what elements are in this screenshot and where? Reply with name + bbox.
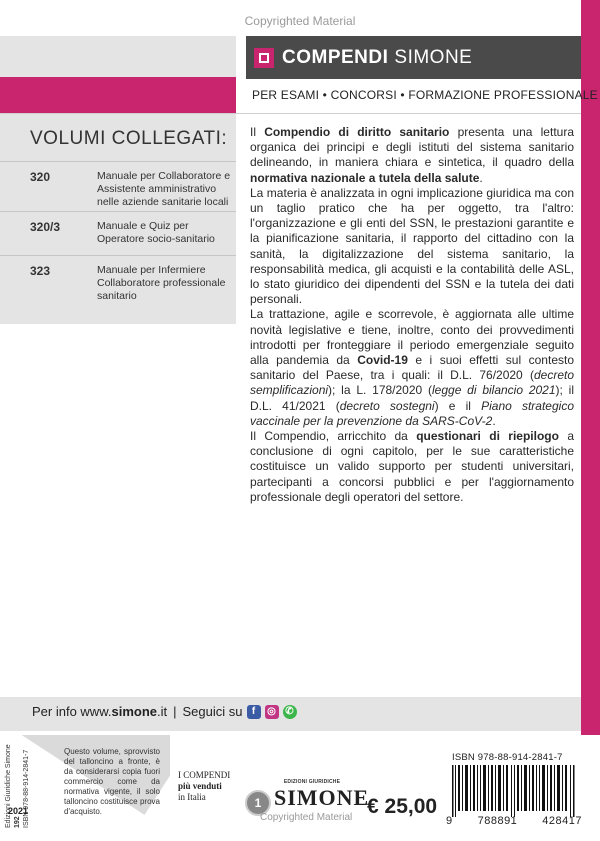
brand-square-icon bbox=[254, 48, 274, 68]
number-one-badge-icon: 1 bbox=[245, 790, 271, 816]
volume-number: 320/3 bbox=[30, 220, 61, 234]
volume-title: Manuale per Infermiere Collaboratore professionale sanitario bbox=[97, 264, 226, 302]
most-sold-line: I COMPENDI bbox=[178, 770, 231, 780]
brand-bar bbox=[246, 36, 581, 79]
volume-number: 323 bbox=[30, 264, 51, 278]
text-run: ); il D.L. 41/2021 ( bbox=[250, 383, 575, 413]
related-volume-item bbox=[0, 161, 236, 217]
barcode-digits bbox=[446, 815, 582, 827]
text-run: . bbox=[492, 413, 496, 428]
tagline: PER ESAMI • CONCORSI • FORMAZIONE PROFESSIONALE bbox=[252, 88, 598, 102]
volume-number: 320 bbox=[30, 170, 51, 184]
text-run: e i suoi effetti sul contesto sanitario del Paese, tra i quali: il D.L. 76/2020 ( bbox=[250, 353, 575, 383]
copyright-watermark-bottom: Copyrighted Material bbox=[260, 812, 353, 823]
copyright-watermark: Copyrighted Material bbox=[244, 14, 356, 28]
simone-logo-name: SIMONE bbox=[274, 785, 370, 810]
text-run: presenta una lettura organica dei principi e degli istituti del sistema sanitario delineando, in maniera chiara e sintetica, il quadro della bbox=[250, 125, 574, 170]
description-paragraph bbox=[250, 307, 574, 429]
related-volumes-panel bbox=[0, 114, 236, 324]
text-run: Il Compendio, arricchito da bbox=[250, 429, 417, 444]
right-accent-bar bbox=[581, 0, 600, 735]
text-run: a conclusione di ogni capitolo, per le sue caratteristiche costituisce un valido supporto per studenti universitari, partecipanti a concorsi pubblici e per l'aggiornamento professionale degli operatori del settore. bbox=[250, 429, 574, 504]
book-description bbox=[250, 125, 574, 505]
most-sold-label bbox=[178, 770, 230, 803]
website-link[interactable] bbox=[32, 704, 167, 719]
edition-number: 192 bbox=[14, 816, 21, 828]
divider: | bbox=[173, 704, 177, 719]
text-run: Il bbox=[250, 125, 265, 139]
website-suffix: .it bbox=[157, 704, 168, 719]
emphasis-italic: decreto sostegni bbox=[339, 398, 435, 413]
emphasis-italic: decreto semplificazioni bbox=[250, 368, 574, 398]
isbn-label: ISBN 978-88-914-2841-7 bbox=[452, 752, 563, 763]
most-sold-line: in Italia bbox=[178, 792, 206, 802]
book-title-bold: Compendio di diritto sanitario bbox=[264, 125, 450, 139]
most-sold-line: più venduti bbox=[178, 781, 222, 791]
emphasis-bold: normativa nazionale a tutela della salute bbox=[250, 170, 480, 185]
barcode-digit-group: 788891 bbox=[477, 815, 518, 827]
text-run: . bbox=[479, 170, 483, 185]
simone-logo-top: EDIZIONI GIURIDICHE bbox=[283, 779, 341, 785]
emphasis-bold: questionari di riepilogo bbox=[416, 429, 559, 444]
website-bold: simone bbox=[111, 704, 157, 719]
text-run: ); la L. 178/2020 ( bbox=[328, 383, 432, 398]
price: € 25,00 bbox=[367, 795, 438, 818]
follow-label: Seguici su bbox=[182, 704, 243, 719]
edition-publisher: Edizioni Giuridiche Simone bbox=[5, 744, 12, 828]
description-paragraph bbox=[250, 429, 574, 505]
barcode-digit-group: 9 bbox=[446, 815, 453, 827]
description-paragraph bbox=[250, 125, 574, 186]
description-paragraph: La materia è analizzata in ogni implicazione giuridica ma con un taglio pratico che ha per oggetto, tra l'altro: l'organizzazione e gli enti del SSN, le prestazioni garantite e la pianificazione sanitaria, il rapporto del cittadino con la sanità, la digitalizzazione del sistema sanitario, la responsabilità medica, gli acquisti e la contabilità delle ASL, lo stato giuridico dei dipendenti del SSN e la tutela dei dati personali. bbox=[250, 185, 574, 307]
related-volume-item bbox=[0, 211, 236, 256]
volume-title: Manuale per Collaboratore e Assistente amministrativo nelle aziende sanitarie locali bbox=[97, 170, 231, 208]
barcode-icon bbox=[446, 765, 582, 817]
edition-year: 2021 bbox=[8, 806, 29, 816]
text-run: ) e il bbox=[434, 398, 482, 413]
barcode-digit-group: 428417 bbox=[542, 815, 582, 827]
website-prefix: Per info www. bbox=[32, 704, 112, 719]
brand-suffix: SIMONE bbox=[394, 46, 473, 68]
coupon-notice: Questo volume, sprovvisto del talloncino a fronte, è da considerarsi copia fuori commercio come da normativa vigente, il solo talloncino costituisce prova d'acquisto. bbox=[64, 747, 160, 816]
related-volume-item bbox=[0, 255, 236, 316]
emphasis-italic: Piano strategico vaccinale per la prevenzione da SARS-CoV-2 bbox=[250, 398, 574, 428]
emphasis-italic: legge di bilancio 2021 bbox=[432, 383, 556, 398]
brand-name: COMPENDI bbox=[282, 46, 389, 68]
emphasis-bold: Covid-19 bbox=[357, 353, 408, 368]
whatsapp-icon[interactable]: ✆ bbox=[283, 705, 297, 719]
simone-logo bbox=[274, 779, 370, 815]
header-pink-band bbox=[0, 77, 236, 114]
edition-isbn: ISBN 978-88-914-2841-7 bbox=[23, 749, 30, 828]
text-run: La trattazione, agile e scorrevole, è aggiornata alle ultime novità legislative e tiene, inoltre, conto dei provvedimenti introdotti per fronteggiare il periodo emergenziale seguito alla pandemia da bbox=[250, 307, 574, 368]
info-line bbox=[32, 704, 297, 719]
facebook-icon[interactable]: f bbox=[247, 705, 261, 719]
related-volumes-title: VOLUMI COLLEGATI: bbox=[30, 128, 228, 149]
instagram-icon[interactable]: ◎ bbox=[265, 705, 279, 719]
volume-title: Manuale e Quiz per Operatore socio-sanitario bbox=[97, 220, 215, 245]
